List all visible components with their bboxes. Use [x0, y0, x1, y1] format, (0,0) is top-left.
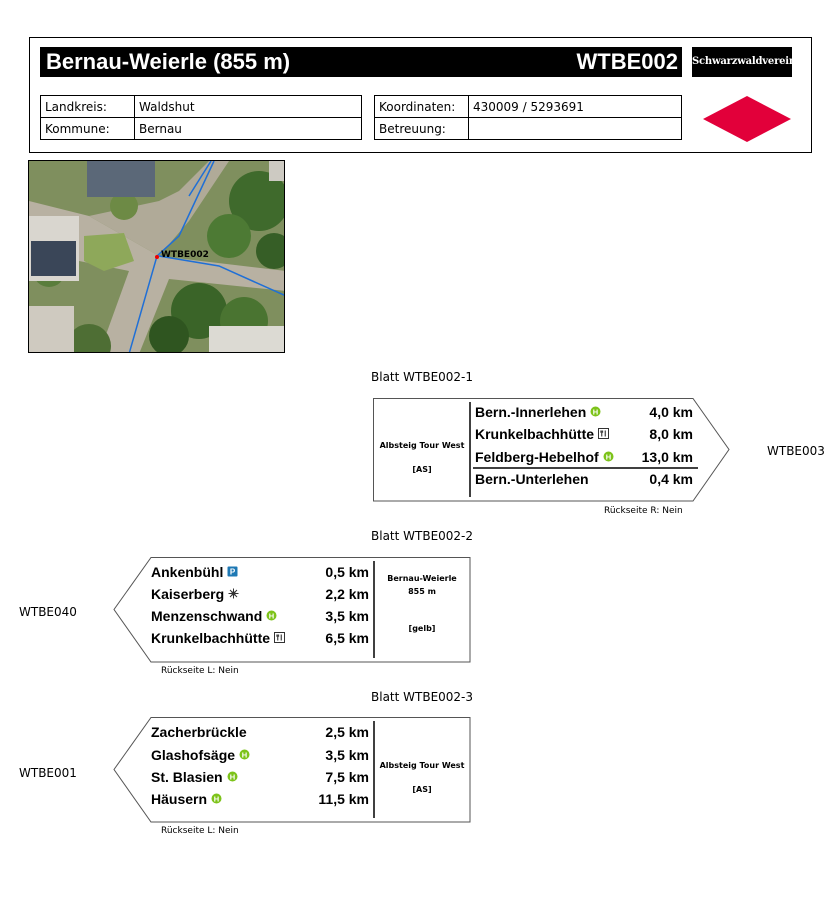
koordinaten-label: Koordinaten: [375, 96, 469, 118]
sign-3-ruckseite: Rückseite L: Nein [161, 826, 239, 836]
koordinaten-value: 430009 / 5293691 [469, 96, 682, 118]
svg-text:P: P [230, 567, 236, 577]
sign-3-dist-4: 11,5 km [318, 791, 369, 807]
sign-1-dist-1: 4,0 km [649, 404, 693, 420]
sign-1-dest-1: Bern.-Innerlehen H [475, 404, 601, 420]
sign-3-dest-4: Häusern H [151, 791, 222, 807]
sign-2-location-elevation: 855 m [408, 587, 436, 596]
sign-1-target-link[interactable]: WTBE003 [767, 444, 825, 458]
sign-1-ruckseite: Rückseite R: Nein [604, 506, 683, 516]
sign-1 [373, 398, 733, 502]
landkreis-value: Waldshut [135, 96, 362, 118]
sign-3-dest-2: Glashofsäge H [151, 747, 250, 763]
sign-2-dist-2: 2,2 km [325, 586, 369, 602]
sign-1-title: Blatt WTBE002-1 [371, 370, 474, 384]
sign-1-dest-4: Bern.-Unterlehen [475, 471, 589, 487]
sign-3-dist-2: 3,5 km [325, 747, 369, 763]
parking-icon [227, 564, 238, 580]
svg-text:H: H [229, 772, 235, 782]
svg-text:H: H [605, 452, 611, 462]
bus-stop-icon [266, 608, 277, 624]
sign-1-route-code: [AS] [412, 465, 432, 474]
trail-marker-diamond-icon [702, 95, 792, 143]
page-title: Bernau-Weierle (855 m) [46, 49, 291, 74]
sign-2-dist-4: 6,5 km [325, 630, 369, 646]
sign-3-route-code: [AS] [412, 785, 432, 794]
sign-2-dest-4: Krunkelbachhütte [151, 630, 285, 646]
sign-3-dist-3: 7,5 km [325, 769, 369, 785]
sign-2-dest-1: Ankenbühl P [151, 564, 238, 580]
betreuung-value [469, 118, 682, 140]
location-table-right [374, 95, 682, 140]
svg-text:H: H [241, 750, 248, 760]
aerial-map[interactable] [28, 160, 285, 353]
sign-3-route-name: Albsteig Tour West [379, 761, 465, 770]
sign-1-dest-3: Feldberg-Hebelhof H [475, 449, 614, 465]
kommune-value: Bernau [135, 118, 362, 140]
bus-stop-icon [590, 404, 601, 420]
sign-2-dest-2: Kaiserberg [151, 586, 239, 602]
bus-stop-icon [239, 747, 250, 763]
sign-2-dest-3: Menzenschwand H [151, 608, 277, 624]
bus-stop-icon [603, 449, 614, 465]
sign-2 [113, 557, 471, 663]
header-box [29, 37, 812, 153]
map-marker-label: WTBE002 [161, 250, 209, 260]
landkreis-label: Landkreis: [41, 96, 135, 118]
sign-1-dist-2: 8,0 km [649, 426, 693, 442]
bus-stop-icon [211, 791, 222, 807]
title-bar [40, 47, 682, 77]
svg-text:H: H [593, 407, 599, 417]
location-table-left [40, 95, 362, 140]
sign-3-target-link[interactable]: WTBE001 [19, 766, 77, 780]
svg-text:H: H [269, 611, 275, 621]
sign-3-dist-1: 2,5 km [325, 724, 369, 740]
restaurant-icon [274, 630, 285, 646]
sign-3-dest-1: Zacherbrückle [151, 724, 247, 740]
betreuung-label: Betreuung: [375, 118, 469, 140]
sign-2-ruckseite: Rückseite L: Nein [161, 666, 239, 676]
sign-1-dist-4: 0,4 km [649, 471, 693, 487]
bus-stop-icon [227, 769, 238, 785]
sign-2-location-name: Bernau-Weierle [387, 574, 457, 583]
sign-2-target-link[interactable]: WTBE040 [19, 605, 77, 619]
location-code: WTBE002 [576, 49, 678, 74]
svg-text:H: H [213, 794, 220, 804]
sign-3-dest-3: St. Blasien H [151, 769, 238, 785]
sign-1-route-name: Albsteig Tour West [379, 441, 465, 450]
schwarzwaldverein-logo: Schwarzwaldverein [692, 47, 792, 77]
sign-3 [113, 717, 471, 823]
kommune-label: Kommune: [41, 118, 135, 140]
sign-1-dest-2: Krunkelbachhütte [475, 426, 609, 442]
sign-2-title: Blatt WTBE002-2 [371, 529, 474, 543]
viewpoint-icon [228, 586, 239, 602]
restaurant-icon [598, 426, 609, 442]
sign-2-route-color: [gelb] [408, 624, 436, 633]
sign-1-dist-3: 13,0 km [641, 449, 693, 465]
aerial-photo-icon [29, 161, 285, 353]
sign-2-dist-1: 0,5 km [325, 564, 369, 580]
sign-2-dist-3: 3,5 km [325, 608, 369, 624]
sign-3-title: Blatt WTBE002-3 [371, 690, 474, 704]
